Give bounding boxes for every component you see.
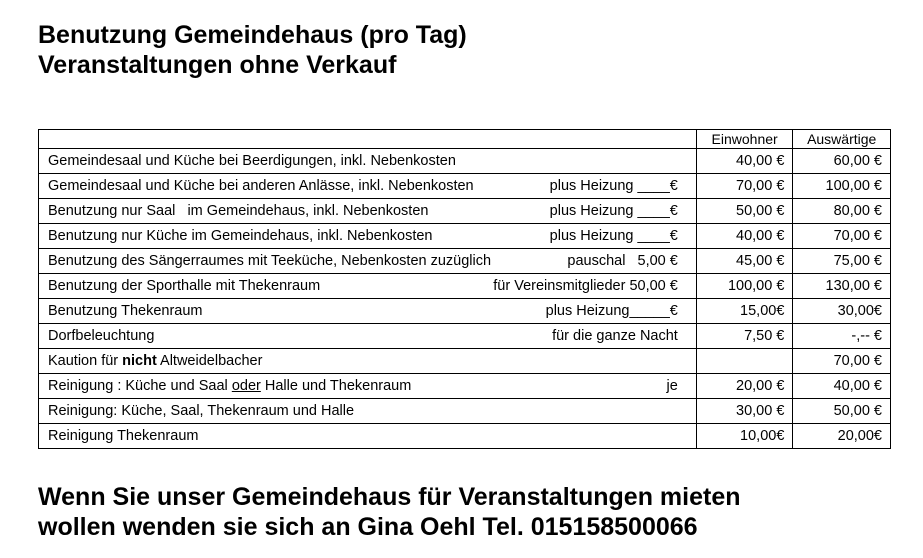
price-einwohner: 40,00 €: [736, 228, 785, 244]
row-description: Reinigung Thekenraum: [48, 428, 199, 444]
price-einwohner: 30,00 €: [736, 403, 785, 419]
header-einwohner: Einwohner: [696, 130, 793, 149]
price-auswaertige: 30,00€: [837, 303, 882, 319]
row-description: Reinigung: Küche, Saal, Thekenraum und Halle: [48, 403, 355, 419]
contact-note: [38, 482, 741, 542]
price-einwohner: 10,00€: [740, 428, 785, 444]
price-auswaertige: 75,00 €: [833, 253, 882, 269]
table-row: [39, 249, 891, 274]
footer-line-1: Wenn Sie unser Gemeindehaus für Veranstaltungen mieten: [38, 483, 741, 511]
table-row: [39, 224, 891, 249]
table-header-row: [39, 130, 891, 149]
emphasis-oder: oder: [231, 378, 261, 394]
price-einwohner: 7,50 €: [744, 328, 785, 344]
price-einwohner: [784, 353, 792, 369]
table-row: [39, 374, 891, 399]
row-description: Benutzung der Sporthalle mit Thekenraum: [48, 278, 321, 294]
table-row: [39, 274, 891, 299]
document-title: [38, 20, 467, 80]
price-auswaertige: 100,00 €: [825, 178, 882, 194]
table-row: [39, 349, 891, 374]
price-auswaertige: 130,00 €: [825, 278, 882, 294]
row-description: Gemeindesaal und Küche bei Beerdigungen, inkl. Nebenkosten: [48, 153, 456, 169]
row-description: Benutzung nur Saal im Gemeindehaus, inkl. Nebenkosten: [48, 203, 429, 219]
table-row: [39, 399, 891, 424]
price-einwohner: 70,00 €: [736, 178, 785, 194]
price-auswaertige: 70,00 €: [833, 228, 882, 244]
title-line-1: Benutzung Gemeindehaus (pro Tag): [38, 21, 467, 49]
price-einwohner: 100,00 €: [727, 278, 785, 294]
footer-line-2: wollen wenden sie sich an Gina Oehl Tel. 015158500066: [38, 513, 698, 541]
row-note: für die ganze Nacht: [552, 328, 678, 344]
table-row: [39, 149, 891, 174]
row-note: plus Heizung ____€: [549, 203, 678, 219]
row-note: plus Heizung ____€: [549, 178, 678, 194]
row-description: Gemeindesaal und Küche bei anderen Anlässe, inkl. Nebenkosten: [48, 178, 474, 194]
price-table: [38, 129, 891, 449]
row-note: für Vereinsmitglieder 50,00 €: [493, 278, 678, 294]
table-row: [39, 324, 891, 349]
price-auswaertige: 70,00 €: [833, 353, 882, 369]
price-auswaertige: 50,00 €: [833, 403, 882, 419]
price-einwohner: 20,00 €: [736, 378, 785, 394]
header-empty-cell: [39, 130, 697, 149]
row-description: Benutzung nur Küche im Gemeindehaus, inkl. Nebenkosten: [48, 228, 433, 244]
row-note: plus Heizung_____€: [545, 303, 678, 319]
table-row: [39, 174, 891, 199]
row-description: Kaution für nicht Altweidelbacher: [48, 353, 263, 369]
row-description: Reinigung : Küche und Saal oder Halle und Thekenraum: [48, 378, 412, 394]
row-description: Dorfbeleuchtung: [48, 328, 155, 344]
header-auswaertige: Auswärtige: [793, 130, 891, 149]
price-auswaertige: -,-- €: [851, 328, 882, 344]
price-einwohner: 45,00 €: [736, 253, 785, 269]
row-note: je: [666, 378, 678, 394]
emphasis-nicht: nicht: [122, 353, 157, 369]
title-line-2: Veranstaltungen ohne Verkauf: [38, 51, 397, 79]
row-note: pauschal 5,00 €: [567, 253, 678, 269]
price-auswaertige: 60,00 €: [833, 153, 882, 169]
price-einwohner: 15,00€: [740, 303, 785, 319]
table-row: [39, 299, 891, 324]
table-row: [39, 199, 891, 224]
table-row: [39, 424, 891, 449]
price-einwohner: 40,00 €: [736, 153, 785, 169]
row-note: plus Heizung ____€: [549, 228, 678, 244]
row-description: Benutzung Thekenraum: [48, 303, 203, 319]
price-einwohner: 50,00 €: [736, 203, 785, 219]
price-auswaertige: 20,00€: [837, 428, 882, 444]
price-auswaertige: 40,00 €: [833, 378, 882, 394]
row-description: Benutzung des Sängerraumes mit Teeküche, Nebenkosten zuzüglich: [48, 253, 492, 269]
price-auswaertige: 80,00 €: [833, 203, 882, 219]
